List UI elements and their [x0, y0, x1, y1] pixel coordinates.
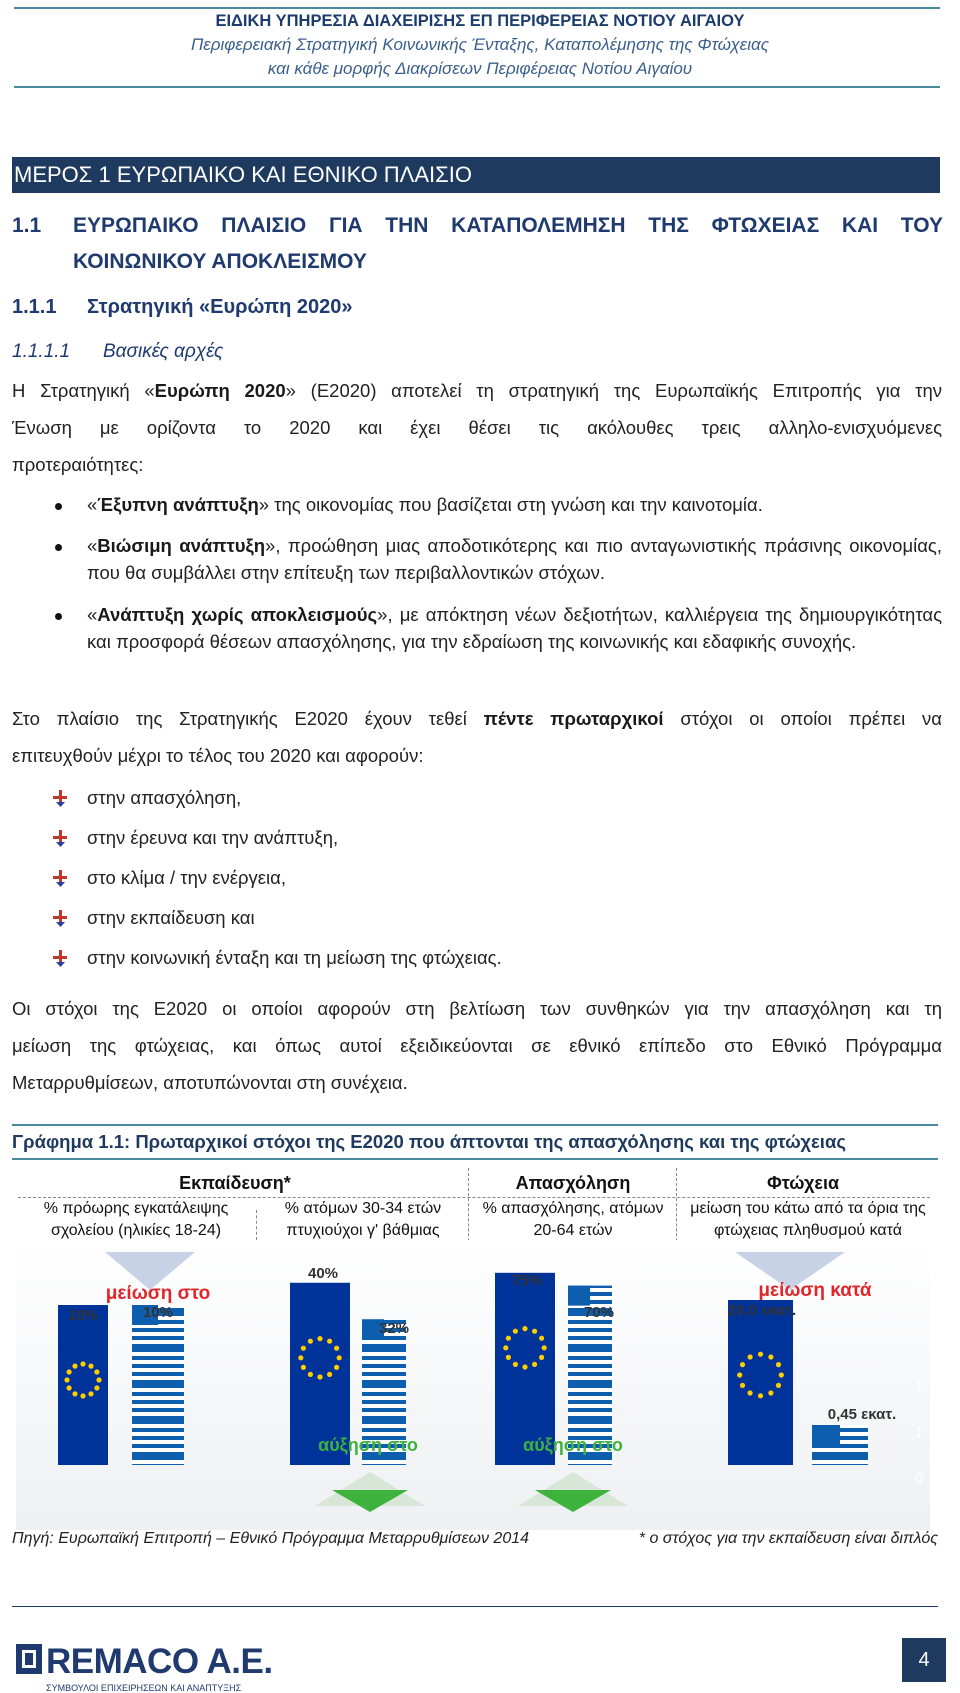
value-label-employment-gr: 70%	[583, 1304, 615, 1321]
section-title-line-1: ΕΥΡΩΠΑΙΚΟ ΠΛΑΙΣΙΟ ΓΙΑ ΤΗΝ ΚΑΤΑΠΟΛΕΜΗΣΗ ΤΗΣ ΦΤΩΧΕΙΑΣ ΚΑΙ ΤΟΥ	[73, 214, 943, 237]
bullet-dot	[55, 544, 62, 551]
value-label-dropout-eu: 10%	[67, 1307, 99, 1324]
bar-eu-0	[58, 1305, 108, 1465]
figure-title-rule	[12, 1158, 938, 1160]
label-reduce-by: μείωση κατά	[758, 1280, 872, 1301]
goal-item: στο κλίμα / την ενέργεια,	[87, 867, 286, 888]
section-title-line-2: ΚΟΙΝΩΝΙΚΟΥ ΑΠΟΚΛΕΙΣΜΟΥ	[73, 250, 367, 273]
group-divider	[256, 1210, 257, 1240]
subsubsection-title: Βασικές αρχές	[103, 341, 224, 362]
subsection-number: 1.1.1	[12, 296, 57, 318]
remaco-logo-subtitle: ΣΥΜΒΟΥΛΟΙ ΕΠΙΧΕΙΡΗΣΕΩΝ ΚΑΙ ΑΝΑΠΤΥΞΗΣ	[46, 1683, 242, 1693]
remaco-logo-icon	[14, 1642, 46, 1678]
figure-source: Πηγή: Ευρωπαϊκή Επιτροπή – Εθνικό Πρόγραμμα Μεταρρυθμίσεων 2014	[12, 1530, 530, 1547]
arrow-bullet-icon	[53, 790, 69, 808]
header-subtitle-2: και κάθε μορφής Διακρίσεων Περιφέρειας Νοτίου Αιγαίου	[267, 59, 693, 78]
header-subtitle-1: Περιφερειακή Στρατηγική Κοινωνικής Ένταξης, Καταπολέμησης της Φτώχειας	[190, 35, 770, 54]
label-reduce-to: μείωση στο	[105, 1283, 211, 1304]
subsubsection-number: 1.1.1.1	[12, 341, 71, 362]
figure-note: * ο στόχος για την εκπαίδευση είναι διπλός	[638, 1530, 938, 1547]
arrow-bullet-icon	[53, 830, 69, 848]
label-increase-to-tertiary: αύξηση στο	[318, 1435, 418, 1455]
goal-item: στην κοινωνική ένταξη και τη μείωση της φτώχειας.	[87, 947, 502, 968]
bullet-dot	[55, 503, 62, 510]
label-increase-to-employment: αύξηση στο	[523, 1435, 623, 1455]
header-bottom-rule	[14, 86, 940, 88]
section-number: 1.1	[12, 214, 42, 237]
bullet-dot	[55, 613, 62, 620]
remaco-logo: REMACO A.E.	[46, 1642, 273, 1681]
value-label-poverty-gr: 0,45 εκατ.	[827, 1406, 897, 1423]
header-top-rule	[14, 7, 940, 9]
bar-eu-3	[728, 1300, 793, 1465]
goals-intro-paragraph: Στο πλαίσιο της Στρατηγικής Ε2020 έχουν τεθεί πέντε πρωταρχικοί στόχοι οι οποίοι πρέπει να επιτευχθούν μέχρι το τέλος του 2020 και αφορούν:	[12, 708, 942, 766]
metric-poverty: μείωση του κάτω από τα όρια της φτώχειας πληθυσμού κατά	[690, 1200, 926, 1239]
arrow-bullet-icon	[53, 870, 69, 888]
metric-dropout: % πρόωρης εγκατάλειψης σχολείου (ηλικίες 18-24)	[43, 1200, 229, 1239]
figure-title: Γράφημα 1.1: Πρωταρχικοί στόχοι της Ε2020 που άπτονται της απασχόλησης και της φτώχειας	[12, 1131, 846, 1152]
goal-item: στην απασχόληση,	[87, 787, 242, 808]
goal-item: στην έρευνα και την ανάπτυξη,	[87, 827, 339, 848]
stray-tick: 1	[915, 1424, 924, 1441]
figure-top-rule	[12, 1124, 938, 1126]
goal-item: στην εκπαίδευση και	[87, 907, 255, 928]
subsection-title: Στρατηγική «Ευρώπη 2020»	[87, 296, 353, 318]
stray-tick: 1	[915, 1377, 924, 1394]
metric-employment: % απασχόλησης, ατόμων 20-64 ετών	[482, 1200, 664, 1239]
value-label-tertiary-eu: 40%	[307, 1265, 339, 1282]
stray-tick: 2	[915, 1330, 924, 1347]
bar-greece-3	[812, 1425, 868, 1465]
priority-item-1: «Έξυπνη ανάπτυξη» της οικονομίας που βασίζεται στη γνώση και την καινοτομία.	[87, 494, 763, 515]
arrow-bullet-icon	[53, 910, 69, 928]
bar-greece-0	[132, 1305, 184, 1465]
category-employment: Απασχόληση	[515, 1173, 631, 1193]
part-title: ΜΕΡΟΣ 1 ΕΥΡΩΠΑΙΚΟ ΚΑΙ ΕΘΝΙΚΟ ΠΛΑΙΣΙΟ	[12, 157, 940, 193]
arrow-bullet-icon	[53, 950, 69, 968]
value-label-employment-eu: 75%	[511, 1272, 543, 1289]
metric-tertiary: % ατόμων 30-34 ετών πτυχιούχοι γ' βάθμιας	[284, 1200, 442, 1239]
category-poverty: Φτώχεια	[766, 1173, 840, 1193]
category-education: Εκπαίδευση*	[179, 1173, 291, 1193]
header-org: ΕΙΔΙΚΗ ΥΠΗΡΕΣΙΑ ΔΙΑΧΕΙΡΙΣΗΣ ΕΠ ΠΕΡΙΦΕΡΕΙΑΣ ΝΟΤΙΟΥ ΑΙΓΑΙΟΥ	[215, 12, 745, 30]
priority-item-2: «Βιώσιμη ανάπτυξη», προώθηση μιας αποδοτικότερης και πιο ανταγωνιστικής πράσινης οικονομίας, που θα συμβάλλει στην επίτευξη των περιβαλλοντικών στόχων.	[87, 535, 942, 583]
stray-tick: 0	[915, 1470, 924, 1487]
page-number: 4	[902, 1638, 946, 1682]
value-label-tertiary-gr: 32%	[378, 1320, 410, 1337]
stray-tick: 2	[915, 1284, 924, 1301]
value-label-poverty-eu: 20,0 εκατ.	[727, 1302, 797, 1319]
intro-paragraph: Η Στρατηγική «Ευρώπη 2020» (Ε2020) αποτελεί τη στρατηγική της Ευρωπαϊκής Επιτροπής για την Ένωση με ορίζοντα το 2020 και έχει θέσει τις ακόλουθες τρεις αλληλο-ενισχυόμενες προτεραιότητες:	[12, 380, 942, 475]
priority-item-3: «Ανάπτυξη χωρίς αποκλεισμούς», με απόκτηση νέων δεξιοτήτων, καλλιέργεια της δημιουργικότητας και προσφορά θέσεων απασχόλησης, για την εδραίωση της κοινωνικής και εδαφικής συνοχής.	[87, 604, 942, 652]
value-label-dropout-gr: 10%	[142, 1304, 174, 1321]
closing-paragraph: Οι στόχοι της Ε2020 οι οποίοι αφορούν στη βελτίωση των συνθηκών για την απασχόληση και τη μείωση της φτώχειας, και όπως αυτοί εξειδικεύονται σε εθνικό επίπεδο στο Εθνικό Πρόγραμμα Μεταρρυθμίσεων, αποτυπώνονται στη συνέχεια.	[12, 998, 942, 1093]
footer-rule	[12, 1606, 938, 1607]
